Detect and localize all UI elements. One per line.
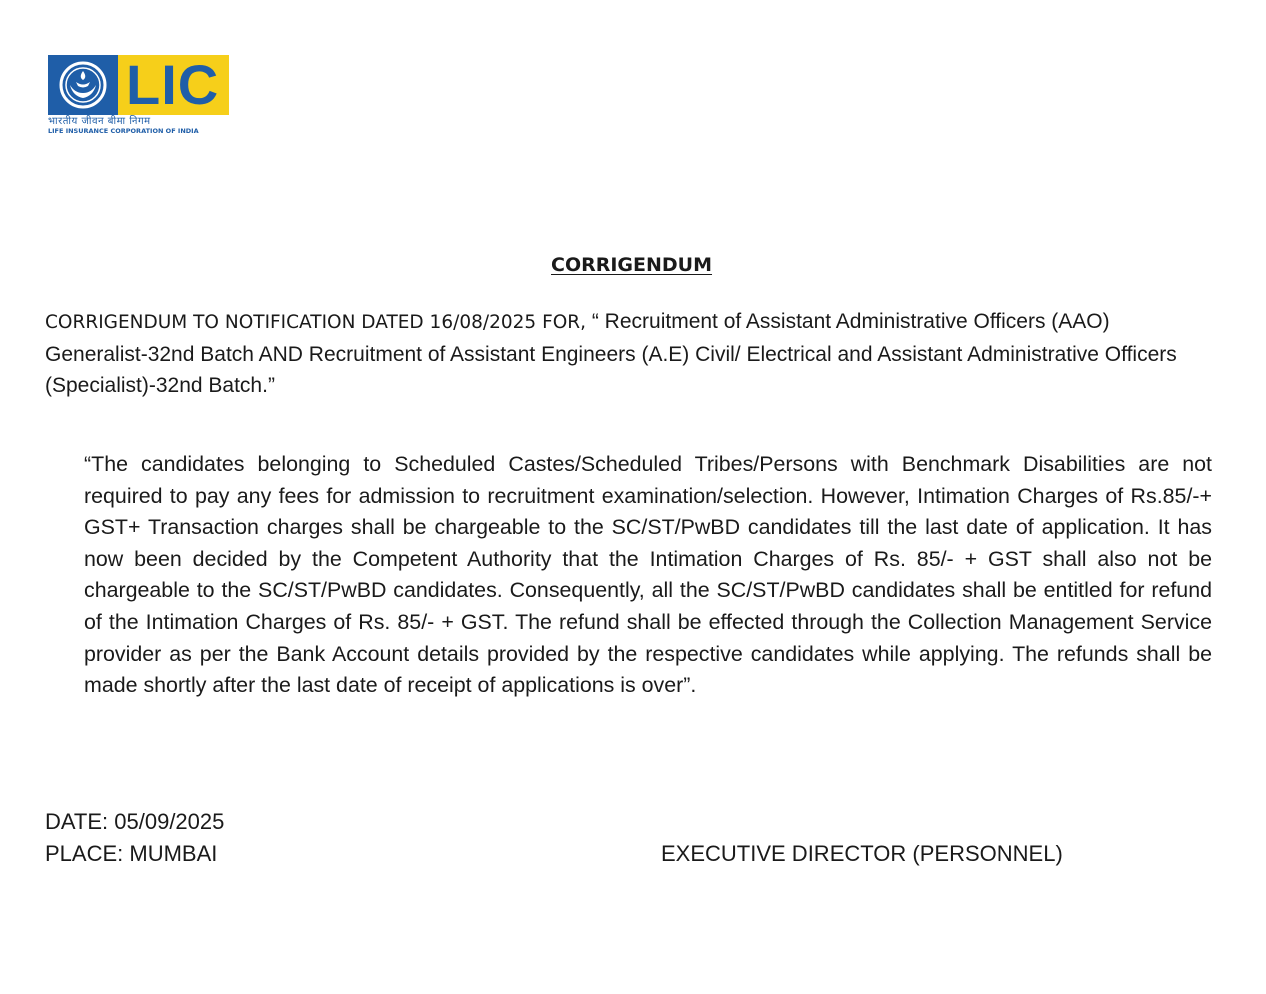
logo-text-panel <box>118 55 229 115</box>
body-paragraph: “The candidates belonging to Scheduled Castes/Scheduled Tribes/Persons with Benchmark Disabilities are not required to pay any fees for admission to recruitment examination/selection. However, Intimation Charges of Rs.85/-+ GST+ Transaction charges shall be chargeable to the SC/ST/PwBD candidates till the last date of application. It has now been decided by the Competent Authority that the Intimation Charges of Rs. 85/- + GST shall also not be chargeable to the SC/ST/PwBD candidates. Consequently, all the SC/ST/PwBD candidates shall be entitled for refund of the Intimation Charges of Rs. 85/- + GST. The refund shall be effected through the Collection Management Service provider as per the Bank Account details provided by the respective candidates while applying. The refunds shall be made shortly after the last date of receipt of applications is over”. <box>84 452 1212 698</box>
lamp-hands-emblem-icon <box>58 61 108 109</box>
logo-hindi-text: भारतीय जीवन बीमा निगम <box>48 116 151 127</box>
logo-emblem-panel <box>48 55 118 115</box>
logo-english-text: LIFE INSURANCE CORPORATION OF INDIA <box>48 127 199 135</box>
lic-logo <box>48 55 229 135</box>
subject-paragraph <box>45 306 1205 402</box>
subject-body: “ Recruitment of Assistant Administrative Officers (AAO) Generalist-32nd Batch AND Recruitment of Assistant Engineers (A.E) Civil/ Electrical and Assistant Administrative Officers (Specialist)-32nd Batch.” <box>45 310 1177 397</box>
place-line: PLACE: MUMBAI <box>45 841 218 866</box>
document-heading: CORRIGENDUM <box>551 254 713 276</box>
date-line: DATE: 05/09/2025 <box>45 809 225 834</box>
subject-prefix: CORRIGENDUM TO NOTIFICATION DATED 16/08/2025 FOR, <box>45 312 587 333</box>
signatory: EXECUTIVE DIRECTOR (PERSONNEL) <box>661 841 1063 866</box>
logo-brand-text: LIC <box>126 53 220 116</box>
